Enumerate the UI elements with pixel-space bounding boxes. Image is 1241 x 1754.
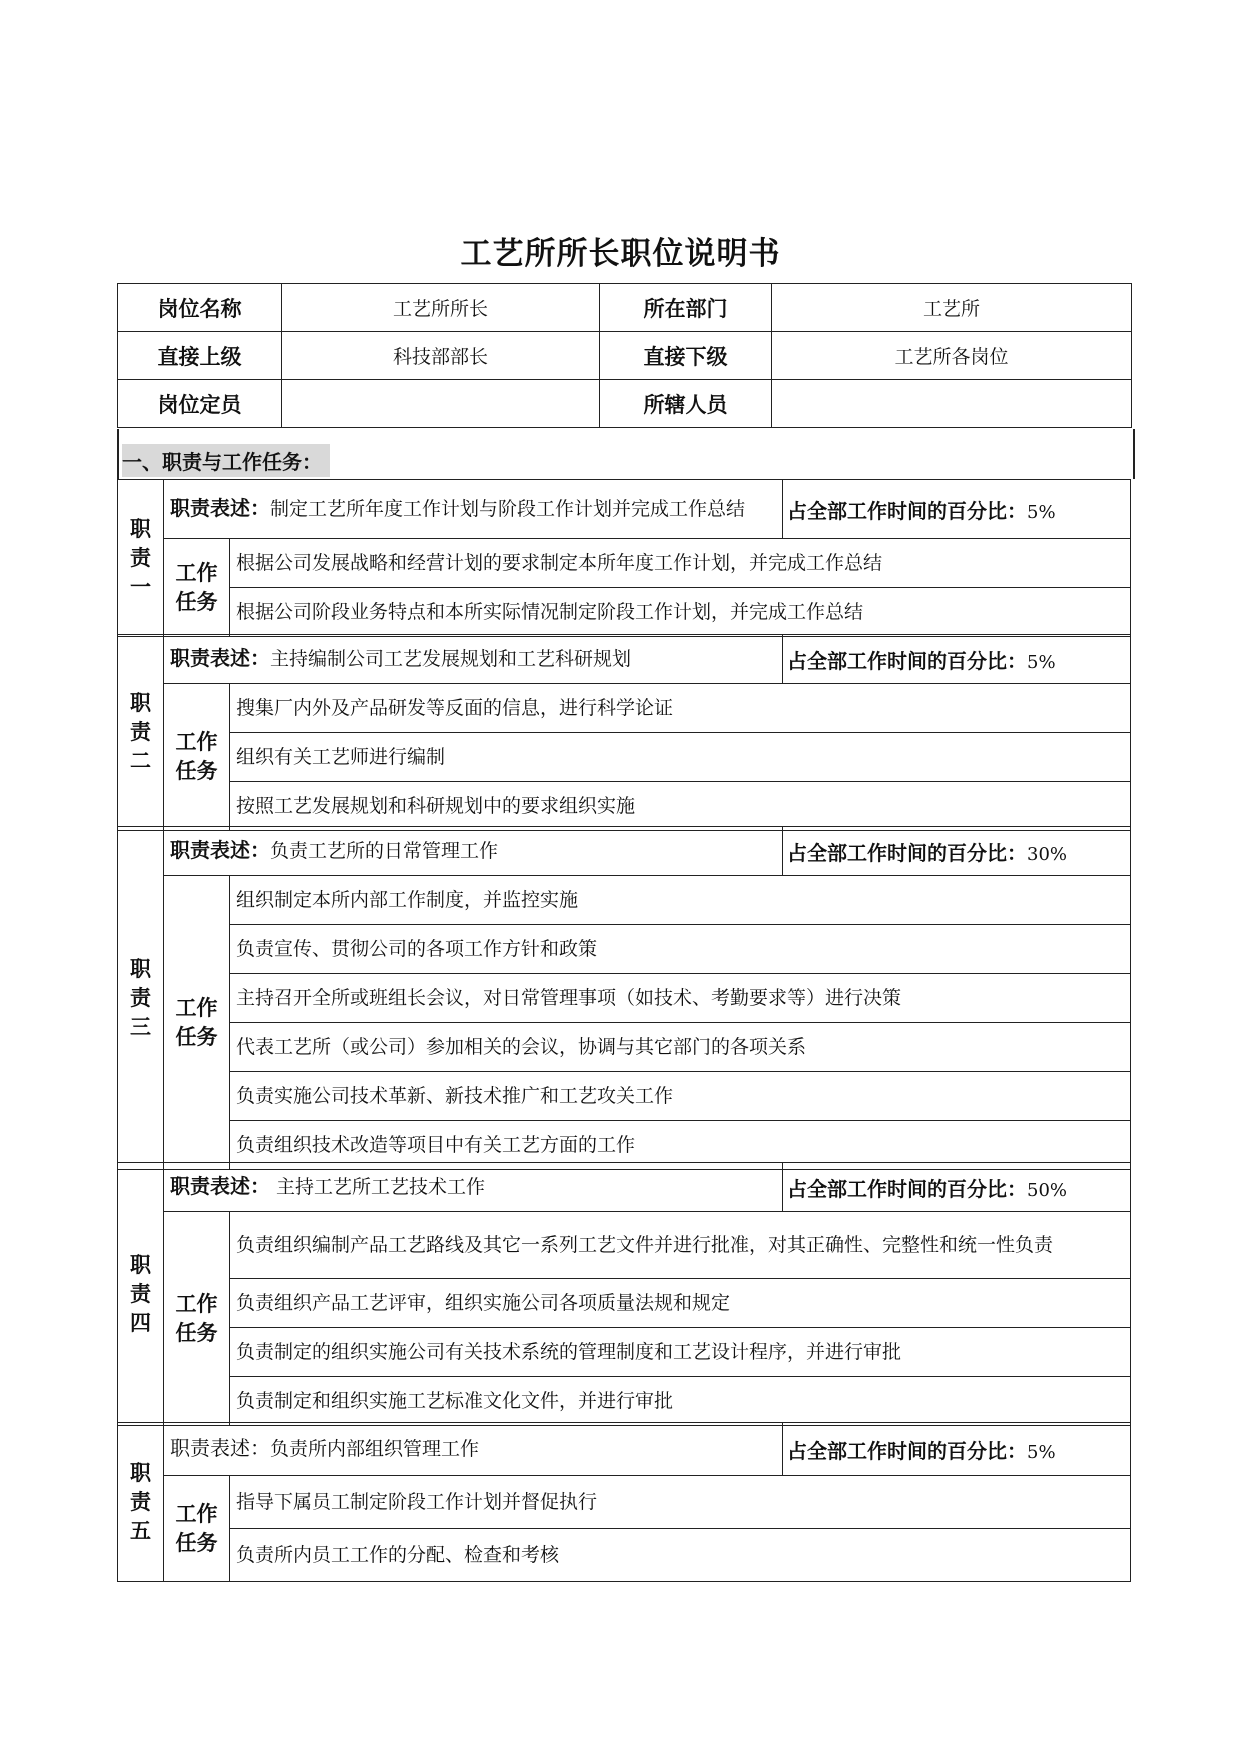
table-row	[118, 1279, 1131, 1328]
work-task-label: 工作 任务	[164, 684, 230, 831]
task-item: 组织有关工艺师进行编制	[230, 733, 1131, 782]
responsibility-table-1	[117, 479, 1131, 637]
time-percentage	[783, 480, 1131, 539]
task-item: 负责宣传、贯彻公司的各项工作方针和政策	[230, 925, 1131, 974]
responsibility-description	[164, 1423, 783, 1476]
table-row	[118, 1377, 1131, 1426]
table-row	[118, 1072, 1131, 1121]
work-task-label: 工作 任务	[164, 539, 230, 637]
responsibility-table-3	[117, 826, 1131, 1170]
task-item: 负责组织编制产品工艺路线及其它一系列工艺文件并进行批准，对其正确性、完整性和统一性负责	[230, 1212, 1131, 1279]
task-item: 按照工艺发展规划和科研规划中的要求组织实施	[230, 782, 1131, 831]
description-label: 职责表述：	[170, 1436, 270, 1460]
responsibility-table-4	[117, 1162, 1131, 1426]
staff-label: 所辖人员	[600, 380, 772, 428]
headcount-value	[282, 380, 600, 428]
table-row	[118, 635, 1131, 684]
position-name-label: 岗位名称	[118, 284, 282, 332]
staff-value	[772, 380, 1132, 428]
task-item: 负责所内员工工作的分配、检查和考核	[230, 1529, 1131, 1582]
percentage-value: 5%	[1027, 1441, 1056, 1463]
document-title: 工艺所所长职位说明书	[460, 236, 781, 272]
task-item: 主持召开全所或班组长会议，对日常管理事项（如技术、考勤要求等）进行决策	[230, 974, 1131, 1023]
headcount-label: 岗位定员	[118, 380, 282, 428]
percentage-label: 占全部工作时间的百分比：	[787, 1176, 1027, 1201]
work-task-label: 工作 任务	[164, 876, 230, 1170]
time-percentage	[783, 1423, 1131, 1476]
table-row	[118, 284, 1132, 332]
task-item: 负责组织产品工艺评审，组织实施公司各项质量法规和规定	[230, 1279, 1131, 1328]
position-name-value: 工艺所所长	[282, 284, 600, 332]
table-row	[118, 1163, 1131, 1212]
percentage-label: 占全部工作时间的百分比：	[787, 840, 1027, 865]
responsibility-table-5	[117, 1422, 1131, 1582]
description-text: 主持工艺所工艺技术工作	[270, 1176, 486, 1198]
percentage-label: 占全部工作时间的百分比：	[787, 498, 1027, 523]
subordinate-label: 直接下级	[600, 332, 772, 380]
task-item: 负责制定和组织实施工艺标准文化文件，并进行审批	[230, 1377, 1131, 1426]
work-task-label: 工作 任务	[164, 1476, 230, 1582]
department-label: 所在部门	[600, 284, 772, 332]
description-label: 职责表述：	[170, 496, 270, 520]
percentage-label: 占全部工作时间的百分比：	[787, 648, 1027, 673]
percentage-value: 50%	[1027, 1179, 1068, 1201]
table-row	[118, 588, 1131, 637]
responsibility-description	[164, 635, 783, 684]
percentage-value: 30%	[1027, 843, 1068, 865]
position-info-table	[117, 283, 1132, 428]
description-text: 主持编制公司工艺发展规划和工艺科研规划	[270, 648, 632, 670]
responsibility-name: 职 责 五	[118, 1423, 164, 1582]
table-row	[118, 974, 1131, 1023]
table-row	[118, 925, 1131, 974]
description-text: 制定工艺所年度工作计划与阶段工作计划并完成工作总结	[270, 498, 746, 520]
subordinate-value: 工艺所各岗位	[772, 332, 1132, 380]
table-row	[118, 1423, 1131, 1476]
table-row	[118, 480, 1131, 539]
table-row	[118, 782, 1131, 831]
responsibility-description	[164, 480, 783, 539]
responsibility-description	[164, 827, 783, 876]
superior-value: 科技部部长	[282, 332, 600, 380]
description-label: 职责表述：	[170, 1174, 270, 1198]
table-row	[118, 1476, 1131, 1529]
task-item: 负责实施公司技术革新、新技术推广和工艺攻关工作	[230, 1072, 1131, 1121]
time-percentage	[783, 827, 1131, 876]
task-item: 根据公司发展战略和经营计划的要求制定本所年度工作计划，并完成工作总结	[230, 539, 1131, 588]
table-row	[118, 1529, 1131, 1582]
responsibility-table-2	[117, 634, 1131, 831]
task-item: 负责制定的组织实施公司有关技术系统的管理制度和工艺设计程序，并进行审批	[230, 1328, 1131, 1377]
percentage-value: 5%	[1027, 501, 1056, 523]
description-label: 职责表述：	[170, 838, 270, 862]
responsibility-name: 职 责 三	[118, 827, 164, 1170]
table-row	[118, 876, 1131, 925]
time-percentage	[783, 1163, 1131, 1212]
table-row	[118, 1023, 1131, 1072]
table-row	[118, 1212, 1131, 1279]
percentage-value: 5%	[1027, 651, 1056, 673]
work-task-label: 工作 任务	[164, 1212, 230, 1426]
responsibility-name: 职 责 一	[118, 480, 164, 637]
task-item: 搜集厂内外及产品研发等反面的信息，进行科学论证	[230, 684, 1131, 733]
table-row	[118, 684, 1131, 733]
table-row	[118, 733, 1131, 782]
responsibility-name: 职 责 二	[118, 635, 164, 831]
percentage-label: 占全部工作时间的百分比：	[787, 1438, 1027, 1463]
task-item: 代表工艺所（或公司）参加相关的会议，协调与其它部门的各项关系	[230, 1023, 1131, 1072]
description-text: 负责工艺所的日常管理工作	[270, 840, 499, 862]
description-text: 负责所内部组织管理工作	[270, 1438, 480, 1460]
table-row	[118, 380, 1132, 428]
task-item: 根据公司阶段业务特点和本所实际情况制定阶段工作计划，并完成工作总结	[230, 588, 1131, 637]
task-item: 组织制定本所内部工作制度，并监控实施	[230, 876, 1131, 925]
table-row	[118, 827, 1131, 876]
department-value: 工艺所	[772, 284, 1132, 332]
section-title: 一、职责与工作任务：	[122, 444, 330, 477]
table-row	[118, 332, 1132, 380]
table-row	[118, 539, 1131, 588]
time-percentage	[783, 635, 1131, 684]
responsibility-name: 职 责 四	[118, 1163, 164, 1426]
task-item: 指导下属员工制定阶段工作计划并督促执行	[230, 1476, 1131, 1529]
description-label: 职责表述：	[170, 646, 270, 670]
responsibility-description	[164, 1163, 783, 1212]
table-row	[118, 1328, 1131, 1377]
superior-label: 直接上级	[118, 332, 282, 380]
task-item: 负责组织技术改造等项目中有关工艺方面的工作	[230, 1121, 1131, 1170]
